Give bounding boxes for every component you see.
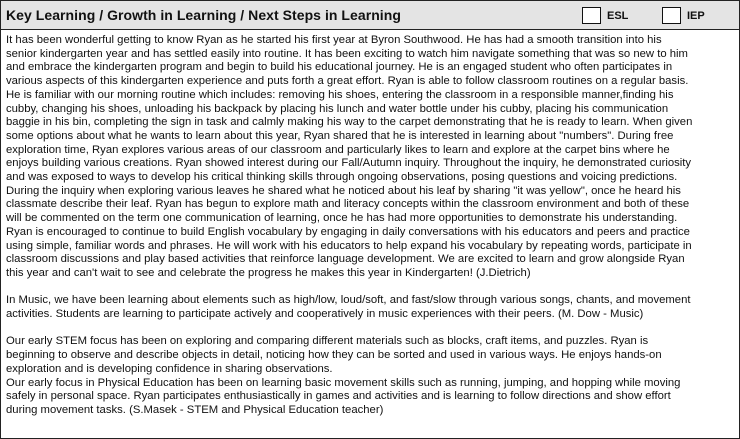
text-line: He is familiar with our morning routine which includes: removing his shoes, entering the classroom in a responsible manner,finding his bbox=[6, 88, 674, 101]
text-line: In Music, we have been learning about elements such as high/low, loud/soft, and fast/slow through various songs, chants, and movement bbox=[6, 294, 691, 307]
text-line: during movement tasks. (S.Masek - STEM and Physical Education teacher) bbox=[6, 403, 384, 416]
text-line: and embrace the kindergarten program and begin to build his educational journey. He is an engaged student who often participates in bbox=[6, 61, 673, 74]
section-header bbox=[1, 1, 739, 30]
text-line: some options about what he wants to learn about this year, Ryan shared that he is interested in learning about "numbers". During free bbox=[6, 129, 674, 142]
paragraph-spacer bbox=[6, 281, 736, 295]
text-line: classmate describe their leaf. Ryan has begun to explore math and literacy concepts within the classroom environment and both of these bbox=[6, 198, 690, 211]
text-line: baggie in his bin, completing the sign in task and calmly making his way to the carpet demonstrating that he is ready to learn. When given bbox=[6, 116, 693, 129]
text-line: exploration time, Ryan explores various areas of our classroom and particularly likes to learn and explore at the carpet bins where he bbox=[6, 143, 670, 156]
stem-pe-comment-paragraph bbox=[6, 335, 736, 417]
text-line: this year and can't wait to see and celebrate the progress he makes this year in Kindergarten! (J.Dietrich) bbox=[6, 266, 531, 279]
paragraph-spacer bbox=[6, 322, 736, 336]
text-line: Ryan is encouraged to continue to build English vocabulary by engaging in daily conversations with his educators and peers and practice bbox=[6, 225, 690, 238]
comment-body bbox=[6, 34, 736, 418]
text-line: It has been wonderful getting to know Ryan as he started his first year at Byron Southwood. He has had a smooth transition into his bbox=[6, 34, 662, 46]
iep-checkbox[interactable] bbox=[662, 7, 681, 24]
text-line: will be commented on the term one communication of learning, once he has had more opportunities to demonstrate his understanding. bbox=[6, 212, 678, 225]
kindergarten-comment-paragraph bbox=[6, 34, 736, 281]
iep-label: IEP bbox=[687, 9, 705, 22]
text-line: enjoys building various creations. Ryan showed interest during our Fall/Autumn inquiry. Throughout the inquiry, he demonstrated curiosity bbox=[6, 157, 692, 170]
text-line: activities. Students are learning to participate actively and cooperatively in music experiences with their peers. (M. Dow - Music) bbox=[6, 308, 644, 321]
text-line: beginning to observe and describe objects in detail, noticing how they can be sorted and used in various ways. He enjoys hands-on bbox=[6, 349, 662, 362]
text-line: using simple, familiar words and phrases. He will work with his educators to help expand his vocabulary by repeating words, participate in bbox=[6, 239, 692, 252]
text-line: classroom discussions and play based activities that reinforce language development. We are excited to learn and grow alongside Ryan bbox=[6, 253, 685, 266]
esl-checkbox-group[interactable] bbox=[582, 7, 628, 24]
text-line: Our early focus in Physical Education has been on learning basic movement skills such as running, jumping, and hopping while moving bbox=[6, 376, 681, 389]
text-line: During the inquiry when exploring various leaves he shared what he noticed about his leaf by sharing "it was yellow", once he heard his bbox=[6, 184, 681, 197]
text-line: and was exposed to ways to develop his critical thinking skills through ongoing observations, posing questions and voicing predictions. bbox=[6, 171, 678, 184]
esl-label: ESL bbox=[607, 9, 629, 22]
text-line: senior kindergarten year and has settled easily into routine. It has been exciting to watch him navigate something that was so new to him bbox=[6, 47, 688, 60]
text-line: exploration and is developing confidence in sharing observations. bbox=[6, 362, 333, 375]
text-line: Our early STEM focus has been on exploring and comparing different materials such as blocks, craft items, and puzzles. Ryan is bbox=[6, 335, 649, 348]
text-line: safely in personal space. Ryan participates enthusiastically in games and activities and is learning to follow directions and show effort bbox=[6, 390, 671, 403]
section-title: Key Learning / Growth in Learning / Next Steps in Learning bbox=[6, 7, 401, 23]
text-line: various aspects of this kindergarten experience and puts forth a great effort. Ryan is able to follow classroom routines on a regular basis. bbox=[6, 75, 689, 88]
esl-checkbox[interactable] bbox=[582, 7, 601, 24]
iep-checkbox-group[interactable] bbox=[662, 7, 705, 24]
text-line: cubby, changing his shoes, unloading his backpack by placing his lunch and water bottle under his cubby, placing his communication bbox=[6, 102, 669, 115]
music-comment-paragraph bbox=[6, 294, 736, 321]
